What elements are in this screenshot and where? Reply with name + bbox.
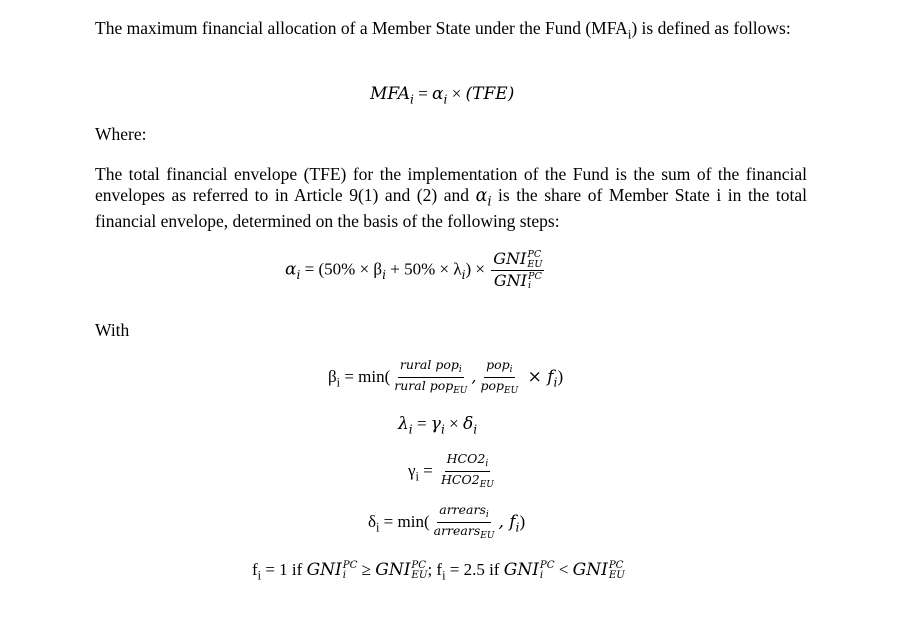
pop-fraction: $\frac{pop_i}{pop_{EU}}$ <box>480 357 519 397</box>
arrears-fraction: $\frac{arrears_i}{arrears_{EU}}$ <box>433 502 495 542</box>
equation-mfa: $MFA_i = \alpha_i \times (TFE)$ <box>370 84 515 107</box>
equation-delta: $\delta_i = \min$( $\frac{arrears_i}{arrears_{EU}}$ , $f_i$) <box>368 502 526 542</box>
intro-paragraph: The maximum financial allocation of a Member State under the Fund $(MFA_i)$ is defined as follows: <box>95 18 791 42</box>
gni-ratio-fraction: GNI PC EU GNI PC i <box>493 249 543 292</box>
hco2-fraction: $\frac{HCO2_i}{HCO2_{EU}}$ <box>441 451 494 491</box>
equation-f: $f_i = 1$ if GNI PC i ≥ GNI PC EU ; $f_i = 2.5$ if GNI PC i < GNI PC EU <box>252 559 625 583</box>
equation-lambda: $\lambda_i = \gamma_i \times \delta_i$ <box>398 414 478 437</box>
rural-pop-fraction: $\frac{rural pop_i}{rural pop_{EU}}$ <box>394 357 468 397</box>
equation-beta: $\beta_i = \min$( $\frac{rural pop_i}{rural pop_{EU}}$ , $\frac{pop_i}{pop_{EU}}$ × $f_i$) <box>328 357 564 397</box>
where-label: Where: <box>95 124 147 144</box>
equation-alpha: $\alpha_i = (50\% \times \beta_i + 50\% \times \lambda_i)$ × GNI PC EU GNI PC i <box>285 249 543 292</box>
tfe-paragraph: The total financial envelope (TFE) for the implementation of the Fund is the sum of the financial envelopes as referred to in Article 9(1) and (2) and $\alpha_i$ is the share of Member State i in the total financial envelope, determined on the basis of the following steps: <box>95 164 807 232</box>
with-label: With <box>95 320 130 340</box>
equation-gamma: $\gamma_i$ = $\frac{HCO2_i}{HCO2_{EU}}$ <box>408 451 494 491</box>
